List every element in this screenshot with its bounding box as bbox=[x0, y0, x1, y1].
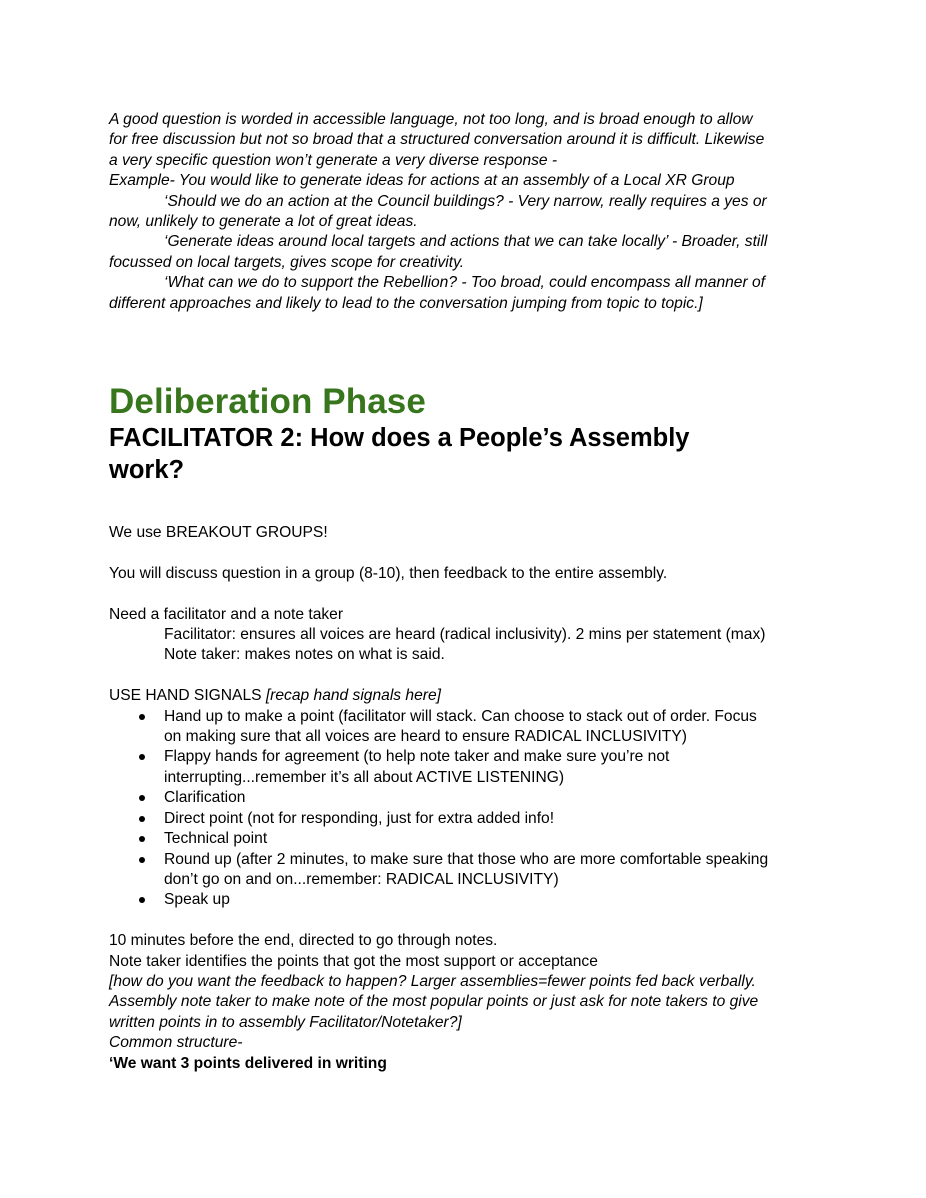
list-item bbox=[109, 747, 821, 788]
note-taker-role: Note taker: makes notes on what is said. bbox=[164, 646, 445, 664]
example-too-broad: ‘What can we do to support the Rebellion? - Too broad, could encompass all manner of bbox=[164, 274, 765, 292]
example-broader-cont: focussed on local targets, gives scope for creativity. bbox=[109, 253, 465, 271]
common-structure: Common structure- bbox=[109, 1034, 243, 1052]
notes-instruction: 10 minutes before the end, directed to go through notes. bbox=[109, 932, 498, 950]
hand-signals-list bbox=[109, 707, 821, 911]
list-item-text: Speak up bbox=[164, 891, 230, 909]
breakout-text: We use BREAKOUT GROUPS! bbox=[109, 524, 328, 542]
list-item-text: on making sure that all voices are heard to ensure RADICAL INCLUSIVITY) bbox=[164, 728, 687, 746]
example-broader: ‘Generate ideas around local targets and actions that we can take locally’ - Broader, still bbox=[164, 233, 768, 251]
list-item-text: Clarification bbox=[164, 789, 246, 807]
example-too-broad-cont: different approaches and likely to lead to the conversation jumping from topic to topic.] bbox=[109, 294, 703, 312]
points-in-writing: ‘We want 3 points delivered in writing bbox=[109, 1054, 387, 1072]
facilitator-role: Facilitator: ensures all voices are heard (radical inclusivity). 2 mins per statement (max) bbox=[164, 626, 766, 644]
feedback-question: [how do you want the feedback to happen? Larger assemblies=fewer points fed back verbally. bbox=[109, 972, 756, 990]
intro-line: for free discussion but not so broad that a structured conversation around it is difficult. Likewise bbox=[109, 131, 765, 149]
example-line: Example- You would like to generate ideas for actions at an assembly of a Local XR Group bbox=[109, 172, 735, 190]
bullet-icon bbox=[139, 836, 145, 842]
bullet-icon bbox=[139, 897, 145, 903]
list-item bbox=[109, 707, 821, 748]
list-item-text: Round up (after 2 minutes, to make sure that those who are more comfortable speaking bbox=[164, 850, 769, 868]
hand-signals-note: [recap hand signals here] bbox=[265, 687, 441, 705]
intro-line: A good question is worded in accessible language, not too long, and is broad enough to allow bbox=[109, 111, 753, 128]
list-item bbox=[109, 890, 821, 910]
example-narrow-cont: now, unlikely to generate a lot of great ideas. bbox=[109, 213, 418, 231]
document-page bbox=[109, 110, 821, 1074]
bullet-icon bbox=[139, 714, 145, 720]
list-item-text: Direct point (not for responding, just for extra added info! bbox=[164, 809, 555, 827]
list-item-text: don’t go on and on...remember: RADICAL INCLUSIVITY) bbox=[164, 870, 559, 888]
example-narrow: ‘Should we do an action at the Council buildings? - Very narrow, really requires a yes or bbox=[164, 192, 767, 210]
feedback-question-cont: Assembly note taker to make note of the most popular points or just ask for note takers to give bbox=[109, 993, 759, 1011]
intro-line: a very specific question won’t generate a very diverse response - bbox=[109, 151, 558, 169]
list-item-text: interrupting...remember it’s all about ACTIVE LISTENING) bbox=[164, 768, 565, 786]
list-item bbox=[109, 829, 821, 849]
section-subheading: FACILITATOR 2: How does a People’s Assembly bbox=[109, 424, 690, 453]
note-taker-instruction: Note taker identifies the points that got the most support or acceptance bbox=[109, 952, 598, 970]
list-item bbox=[109, 788, 821, 808]
bullet-icon bbox=[139, 795, 145, 801]
section-subheading-cont: work? bbox=[109, 456, 185, 485]
list-item-text: Flappy hands for agreement (to help note taker and make sure you’re not bbox=[164, 748, 670, 766]
hand-signals-heading: USE HAND SIGNALS [recap hand signals here] bbox=[109, 687, 441, 705]
list-item-text: Hand up to make a point (facilitator will stack. Can choose to stack out of order. Focus bbox=[164, 707, 757, 725]
list-item-text: Technical point bbox=[164, 830, 268, 848]
section-heading: Deliberation Phase bbox=[109, 382, 426, 422]
bullet-icon bbox=[139, 754, 145, 760]
feedback-question-cont: written points in to assembly Facilitator/Notetaker?] bbox=[109, 1013, 462, 1031]
list-item bbox=[109, 850, 821, 891]
bullet-icon bbox=[139, 816, 145, 822]
bullet-icon bbox=[139, 857, 145, 863]
discuss-text: You will discuss question in a group (8-10), then feedback to the entire assembly. bbox=[109, 564, 668, 582]
roles-text: Need a facilitator and a note taker bbox=[109, 605, 344, 623]
list-item bbox=[109, 809, 821, 829]
